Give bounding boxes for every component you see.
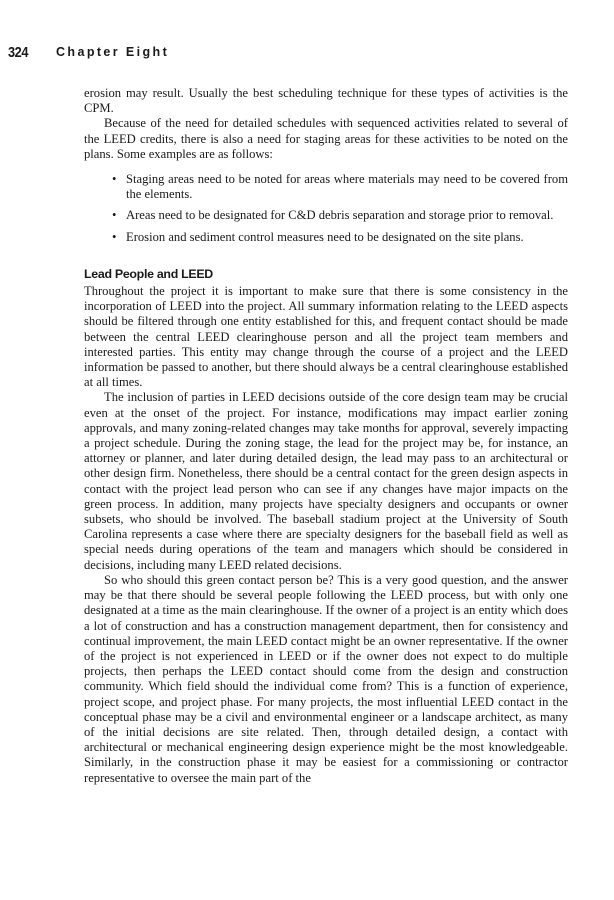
bullet-item: • Erosion and sediment control measures need to be designated on the site plans. bbox=[126, 230, 568, 245]
body-text bbox=[84, 86, 568, 786]
paragraph-continued: erosion may result. Usually the best scheduling technique for these types of activities is the CPM. bbox=[84, 86, 568, 116]
page-number: 324 bbox=[8, 44, 29, 61]
section-heading: Lead People and LEED bbox=[84, 266, 213, 281]
paragraph-staging: Because of the need for detailed schedules with sequenced activities related to several of the LEED credits, there is also a need for staging areas for these activities to be noted on the plans. Some examples are as follows: bbox=[84, 116, 568, 161]
paragraph-inclusion: The inclusion of parties in LEED decisions outside of the core design team may be crucial even at the onset of the project. For instance, modifications may impact earlier zoning approvals, and many zoning-related changes may take months for approval, severely impacting a project schedule. During the zoning stage, the lead for the project may be, for instance, an attorney or planner, and later during detailed design, the lead may pass to an architectural or other design firm. Nonetheless, there should be a central contact for the green design aspects in contact with the project lead person who can see if any changes have major impacts on the green process. In addition, many projects have specialty designers and occupants or owner subsets, who should be involved. The baseball stadium project at the University of South Carolina represents a case where there are specialty designers for the baseball field as well as special needs during operations of the team and managers which should be considered in decisions, including many LEED related decisions. bbox=[84, 390, 568, 572]
bullet-item: • Areas need to be designated for C&D debris separation and storage prior to removal. bbox=[126, 208, 568, 223]
paragraph-green-contact: So who should this green contact person be? This is a very good question, and the answer may be that there should be several people following the LEED process, but with only one designated at a time as the main clearinghouse. If the owner of a project is an entity which does a lot of construction and has a construction management department, then for consistency and continual improvement, the main LEED contact might be an owner representative. If the owner of the project is not experienced in LEED or if the owner does not expect to do multiple projects, then perhaps the LEED contact should come from the design and construction community. Which field should the individual come from? This is a function of experience, project scope, and project phase. For many projects, the most influential LEED contact in the conceptual phase may be a civil and environmental engineer or a landscape architect, as many of the initial decisions are site related. Then, through detailed design, a contact with architectural or mechanical engineering design experience might be the most knowledgeable. Similarly, in the construction phase it may be easiest for a commissioning or contractor representative to oversee the main part of the bbox=[84, 572, 568, 785]
bullet-list bbox=[84, 172, 568, 245]
bullet-item: • Staging areas need to be noted for areas where materials may need to be covered from the elements. bbox=[126, 172, 568, 202]
paragraph-consistency: Throughout the project it is important to make sure that there is some consistency in the incorporation of LEED into the project. All summary information relating to the LEED aspects should be filtered through one entity established for this, and frequent contact should be made between the central LEED clearinghouse person and all the project team members and interested parties. This entity may change through the course of a project and the LEED information be passed to another, but there should always be a central clearinghouse established at all times. bbox=[84, 284, 568, 390]
chapter-title: Chapter Eight bbox=[56, 45, 170, 59]
running-header bbox=[8, 44, 608, 64]
